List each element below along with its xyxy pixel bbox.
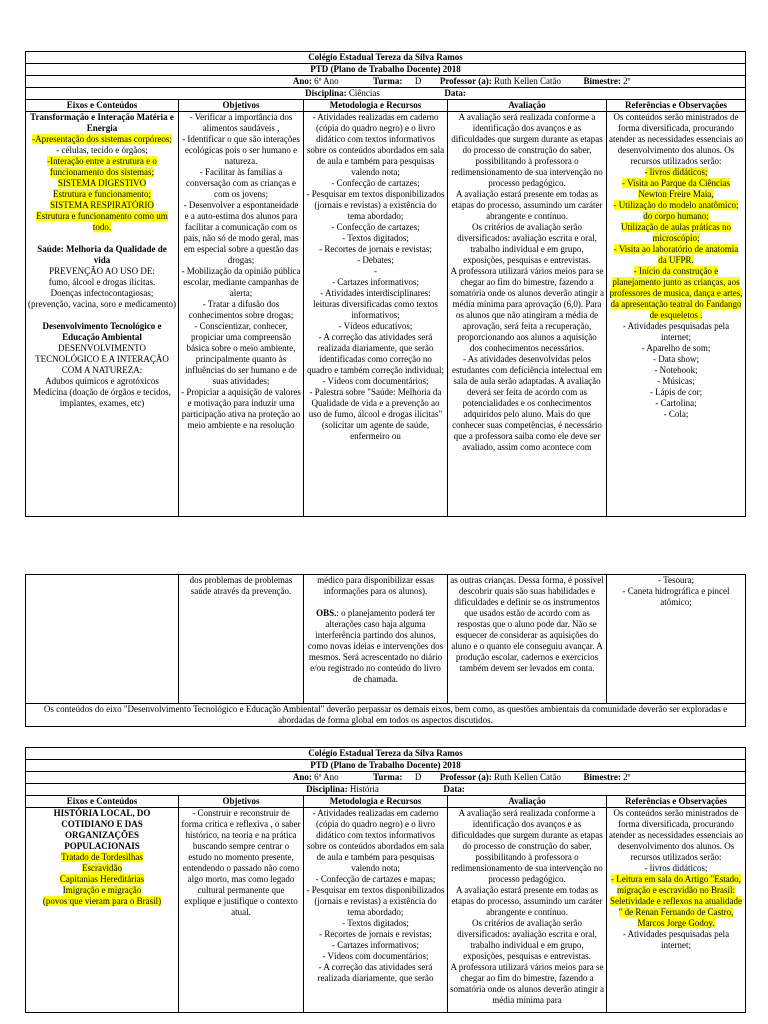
professor-value: Ruth Kellen Catão [494,772,561,782]
metodologia-item: - Pesquisar em textos disponibilizados (jornais e revistas) a existência do tema abordado; [306,189,445,221]
eixos-highlight: Estrutura e funcionamento; [53,189,151,199]
referencias-highlight: - Visita ao laboratório de anatomia da UFPR. [613,244,739,265]
referencias-item: - Cartolina; [655,398,697,408]
col-objetivos: Objetivos [179,100,304,112]
eixos-highlight: (povos que vieram para o Brasil) [42,896,162,906]
objetivos-item: - Desenvolver a espontaneidade e a auto-estima dos alunos para facilitar a comunicação com os pais, não só de modo geral, mas em especial sobre a questão das drogas; [183,200,299,265]
eixos-item: DESENVOLVIMENTO TECNOLÓGICO E A INTERAÇÃO COM A NATUREZA: [35,343,169,375]
turma-label: Turma: [373,76,403,86]
disciplina-row [26,88,746,100]
metodologia-item: - Vídeos com documentários; [322,376,429,386]
col-eixos: Eixos e Conteúdos [26,100,179,112]
eixos-item: PREVENÇÃO AO USO DE: [49,266,155,276]
col-avaliacao: Avaliação [448,796,607,808]
referencias-item: - Atividades pesquisadas pela internet; [622,929,730,950]
ref-item: - Caneta hidrográfica e pincel atômico; [622,586,730,607]
eixos-item: Medicina (doação de órgãos e tecidos, implantes, exames, etc) [33,387,171,408]
info-row [26,772,746,784]
eixos-item: fumo, álcool e drogas ilícitas. [48,277,156,287]
metodologia-item: - Recortes de jornais e revistas; [319,244,432,254]
objetivos-cell [179,808,304,1013]
eixos-item: Adubos químicos e agrotóxicos [45,376,159,386]
referencias-highlight: - Visita ao Parque da Ciências Newton Freire Maia, [621,178,730,199]
ptd-table-historia [25,747,746,1013]
eixos-highlight: Estrutura e funcionamento como um todo. [36,211,168,232]
metodologia-item: - Debates; [357,255,394,265]
referencias-cell-cont [607,575,746,704]
disciplina-label: Disciplina: [306,784,348,794]
ptd-table-ciencias [25,51,746,517]
metodologia-item: - Confecção de cartazes; [331,178,420,188]
eixos-highlight: -Apresentação dos sistemas corpóreos; [32,134,172,144]
eixos-item [28,233,176,244]
metodologia-item: - A correção das atividades será realizada diariamente, que serão identificadas como correção no quadro e também correção individual; [307,332,444,375]
objetivos-item: - Mobilização da opinião pública escolar, mediante campanhas de alerta; [181,266,301,298]
metodologia-item: - A correção das atividades será realizada diariamente, que serão [317,962,434,983]
referencias-highlight: - Leitura em sala do Artigo "Estado, migração e escravidão no Brasil: Seletividade e reflexos na atualidade " de Renan Fernando de Castro, Marcos Jorge Godoy. [610,874,742,928]
eixos-item [28,852,176,863]
eixos-item [28,200,176,211]
metodologia-item: - Textos digitados; [342,233,409,243]
bimestre-label: Bimestre: [583,76,621,86]
disciplina-label: Disciplina: [305,88,347,98]
col-metodologia: Metodologia e Recursos [304,100,448,112]
col-metodologia: Metodologia e Recursos [304,796,448,808]
professor-value: Ruth Kellen Catão [494,76,561,86]
referencias-highlight: - Utilização do modelo anatômico; do corpo humano; [613,200,739,221]
eixos-item: Saúde: Melhoria da Qualidade de vida [37,244,167,265]
obs-label: OBS. [316,608,337,618]
referencias-item [609,266,743,321]
metodologia-cont-text: médico para disponibilizar essas informações para os alunos). [317,575,434,596]
metodologia-cell [304,808,448,1013]
eixos-highlight: Tratado de Tordesilhas [61,852,143,862]
obs-text: : o planejamento poderá ter alterações caso haja alguma interferência partindo dos alunos, como novas ideias e intervenções dos mesmos. Será acrescentado no diário e/ou registrado no conteúdo do livro de chamada. [307,608,444,684]
col-referencias: Referências e Observações [607,796,746,808]
referencias-item: Os conteúdos serão ministrados de forma diversificada, procurando atender as necessidades essenciais ao desenvolvimento dos alunos. Os recursos utilizados serão: [609,112,743,166]
ano-value: 6º Ano [314,772,339,782]
eixos-highlight: SISTEMA DIGESTIVO [57,178,147,188]
eixos-item [28,896,176,907]
eixos-item [28,189,176,200]
referencias-cell [607,808,746,1013]
eixos-cell [26,808,179,1013]
eixos-item: Doenças infectocontagiosas; [50,288,154,298]
referencias-highlight: Utilização de aulas práticas no microscópio; [621,222,731,243]
avaliacao-item: A professora utilizará vários meios para se chegar ao fim do bimestre, fazendo a somatória onde os alunos deverão atingir a média mínima para [450,962,604,1005]
metodologia-item: - Confecção de cartazes; [331,222,420,232]
ptd-title: PTD (Plano de Trabalho Docente) 2018 [26,760,746,772]
turma-value: D [414,772,422,782]
referencias-item: - Aparelho de som; [641,343,711,353]
metodologia-cell-cont [304,575,448,704]
data-label: Data: [443,784,465,794]
metodologia-item: - Cartazes informativos; [332,940,419,950]
referencias-item: - Data show; [653,354,699,364]
eixos-highlight: -Interação entre a estrutura e o funcionamento dos sistemas; [47,156,157,177]
objetivos-item: - Construir e reconstruir de forma crítica e reflexiva , o saber histórico, na teoria e na prática buscando sempre centrar o estudo no momento presente, entendendo o passado não como algo morto, mas como legado cultural permanente que explique e justifique o contexto atual. [181,808,301,917]
ref-item: - Tesoura; [658,575,694,585]
avaliacao-item: - As atividades desenvolvidas pelos estudantes com deficiência intelectual em sala de aula serão adaptadas. A avaliação deverá ser feita de acordo com as potencialidades e os conhecimentos adquiridos pelo aluno. Mais do que conhecer suas competências, é necessário que a professora saiba como ele deve ser avaliado, assim como acontece com [452,354,602,452]
referencias-item [609,200,743,222]
professor-label: Professor (a): [439,772,492,782]
metodologia-item: - Cartazes informativos; [332,277,419,287]
school-name: Colégio Estadual Tereza da Silva Ramos [26,748,746,760]
eixos-cell [26,112,179,517]
professor-label: Professor (a): [439,76,492,86]
metodologia-item: - Recortes de jornais e revistas; [319,929,432,939]
col-objetivos: Objetivos [179,796,304,808]
referencias-item: Os conteúdos serão ministrados de forma diversificada, procurando atender as necessidades essenciais ao desenvolvimento dos alunos. Os recursos utilizados serão: [609,808,743,862]
eixos-highlight: Capitanias Hereditárias [59,874,145,884]
disciplina-row [26,784,746,796]
eixos-item: Desenvolvimento Tecnológico e Educação Ambiental [42,321,162,342]
avaliacao-item: A avaliação estará presente em todas as etapas do processo, assumindo um caráter abrangente e contínuo. [451,885,603,917]
referencias-item [609,244,743,266]
eixos-item [28,178,176,189]
eixos-cell-cont [26,575,179,704]
turma-value: D [414,76,422,86]
avaliacao-cell [448,112,607,517]
eixos-item: (prevenção, vacina, soro e medicamento) [28,299,176,309]
referencias-item: - livros didáticos; [644,863,708,873]
eixos-item [28,156,176,178]
metodologia-item: - Confecção de cartazes e mapas; [315,874,436,884]
referencias-item: - Lápis de cor; [649,387,703,397]
referencias-item [609,874,743,929]
metodologia-item: - Textos digitados; [342,918,409,928]
objetivos-cell [179,112,304,517]
eixos-item: HISTÓRIA LOCAL, DO COTIDIANO E DAS ORGANIZAÇÕES POPULACIONAIS [53,808,151,851]
ptd-title: PTD (Plano de Trabalho Docente) 2018 [26,64,746,76]
disciplina-value: Ciências [348,88,380,98]
disciplina-value: História [349,784,379,794]
referencias-highlight: - Início da construção e planejamento junto as crianças, aos professores de musica, dança e artes, da apresentação teatral do Fandango de esqueletos . [609,266,743,320]
referencias-item [609,222,743,244]
referencias-item: - Notebook; [654,365,698,375]
metodologia-item: - Atividades interdisciplinares: leituras diversificadas como textos informativos; [313,288,438,320]
objetivos-item: - Propiciar a aquisição de valores e motivação para induzir uma participação ativa na proteção ao meio ambiente e na resolução [181,387,301,430]
metodologia-item: - Atividades realizadas em caderno (cópia do quadro negro) e o livro didático com textos informativos sobre os conteúdos abordados em sala de aula e também para pesquisas valendo nota; [306,112,445,177]
ano-label: Ano: [292,772,312,782]
objetivos-item: - Tratar a difusão dos conhecimentos sobre drogas; [188,299,294,320]
objetivos-item: - Verificar a importância dos alimentos saudáveis , [189,112,293,133]
ptd-table-continuation [25,574,746,727]
referencias-item: - Cola; [663,409,689,419]
school-name: Colégio Estadual Tereza da Silva Ramos [26,52,746,64]
referencias-item: - Atividades pesquisadas pela internet; [622,321,730,342]
obs-note [306,608,445,685]
objetivos-cell-cont: dos problemas de problemas saúde através da prevenção. [179,575,304,704]
col-eixos: Eixos e Conteúdos [26,796,179,808]
eixos-highlight: Imigração e migração [62,885,142,895]
referencias-highlight: - livros didáticos; [644,167,708,177]
eixos-item: Transformação e Interação Matéria e Energia [30,112,174,133]
metodologia-item: - Atividades realizadas em caderno (cópia do quadro negro) e o livro didático com textos informativos sobre os conteúdos abordados em sala de aula e também para pesquisas valendo nota; [306,808,445,873]
bimestre-value: 2º [623,76,631,86]
avaliacao-item: A avaliação será realizada conforme a identificação dos avanços e as dificuldades que surgem durante as etapas do processo de construção do saber, possibilitando à professora o redimensionamento de sua intervenção no processo pedagógico. [451,112,603,188]
avaliacao-cell [448,808,607,1013]
metodologia-cell [304,112,448,517]
metodologia-item: - [374,266,377,276]
avaliacao-item: Os critérios de avaliação serão diversificados: avaliação escrita e oral, trabalho individual e em grupo, exposições, pesquisas e entrevistas. [457,222,597,265]
eixos-item: - células, tecido e órgãos; [56,145,148,155]
avaliacao-item: A avaliação será realizada conforme a identificação dos avanços e as dificuldades que surgem durante as etapas do processo de construção do saber, possibilitando à professora o redimensionamento de sua intervenção no processo pedagógico. [451,808,603,884]
metodologia-item: - Vídeos educativos; [338,321,413,331]
objetivos-item: - Facilitar às famílias a conversação com as crianças e com os jovens; [186,167,296,199]
eixos-item [28,874,176,885]
avaliacao-item: Os critérios de avaliação serão diversificados: avaliação escrita e oral, trabalho individual e em grupo, exposições, pesquisas e entrevistas. [457,918,597,961]
eixos-item [28,134,176,145]
data-label: Data: [444,88,466,98]
referencias-cell [607,112,746,517]
eixos-item [28,885,176,896]
bimestre-value: 2º [623,772,631,782]
info-row [26,76,746,88]
metodologia-item: - Palestra sobre "Saúde: Melhoria da Qualidade de vida e a prevenção ao uso de fumo, álcool e drogas ilícitas" (solicitar um agente de saúde, enfermeiro ou [308,387,443,441]
metodologia-item: - Vídeos com documentários; [322,951,429,961]
col-avaliacao: Avaliação [448,100,607,112]
referencias-item: - Músicas; [657,376,695,386]
ano-label: Ano: [292,76,312,86]
ano-value: 6º Ano [314,76,339,86]
eixos-item [28,863,176,874]
eixos-highlight: Escravidão [82,863,122,873]
objetivos-item: - Identificar o que são interações ecológicas pois o ser humano e natureza. [182,134,300,166]
referencias-item [609,167,743,178]
metodologia-item: - Pesquisar em textos disponibilizados (jornais e revistas) a existência do tema abordado; [306,885,445,917]
col-referencias: Referências e Observações [607,100,746,112]
bimestre-label: Bimestre: [583,772,621,782]
referencias-item [609,178,743,200]
eixos-highlight: SISTEMA RESPIRATÓRIO [50,200,154,210]
avaliacao-item: A professora utilizará vários meios para se chegar ao fim do bimestre, fazendo a somatória onde os alunos deverão atingir a média mínima para aprovação (6,0). Para os alunos que não atingiram a média de aprovação, será feita a recuperação, proporcionando aos alunos a aquisição dos conhecimentos necessários. [450,266,604,353]
eixos-item [28,310,176,321]
avaliacao-item: A avaliação estará presente em todas as etapas do processo, assumindo um caráter abrangente e contínuo. [451,189,603,221]
turma-label: Turma: [373,772,403,782]
objetivos-item: - Conscientizar, conhecer, propiciar uma compreensão básica sobre o meio ambiente, principalmente quanto às influências do ser humano e de suas atividades; [185,321,297,386]
avaliacao-cell-cont: as outras crianças. Dessa forma, é possível descobrir quais são suas habilidades e dificuldades e definir se os instrumentos que usados estão de acordo com as respostas que o aluno pode dar. Não se esquecer de considerar as aquisições do aluno e o quanto ele conseguiu avançar. A produção escolar, cadernos e exercícios também devem ser levados em conta. [448,575,607,704]
footer-note: Os conteúdos do eixo "Desenvolvimento Tecnológico e Educação Ambiental" deverão perpassar os demais eixos, bem como, as questões ambientais da comunidade deverão ser exploradas e abordadas de forma global em todos os aspectos discutidos. [26,704,746,727]
eixos-item [28,211,176,233]
